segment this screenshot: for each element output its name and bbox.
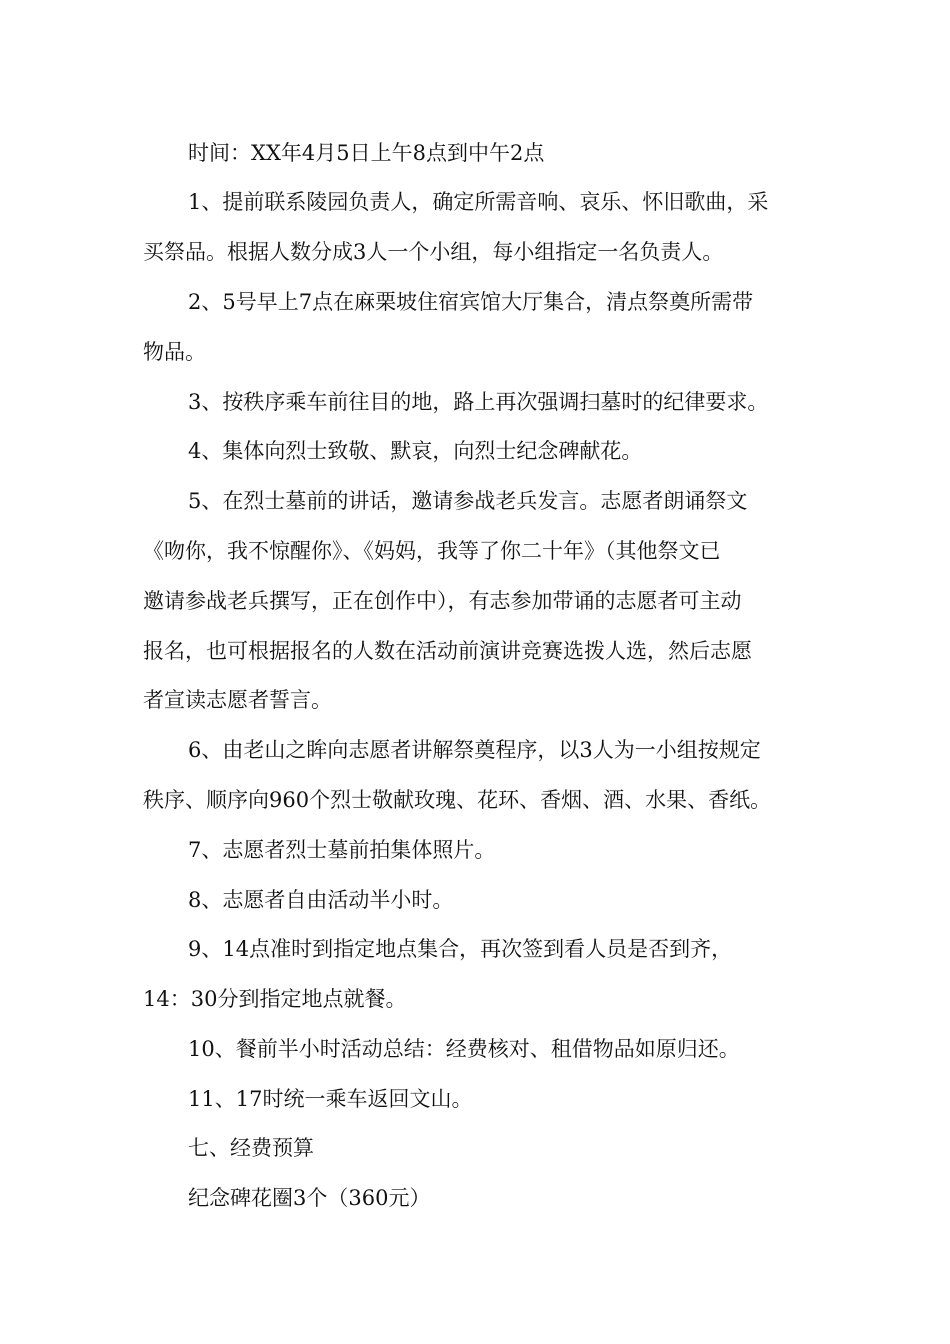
- item-6-line-1: 6、由老山之眸向志愿者讲解祭奠程序，以3人为一小组按规定: [188, 738, 761, 762]
- budget-item: 纪念碑花圈3个（360元）: [188, 1186, 431, 1210]
- item-3-line: 3、按秩序乘车前往目的地，路上再次强调扫墓时的纪律要求。: [188, 390, 769, 414]
- section-heading: 七、经费预算: [188, 1136, 314, 1160]
- item-5-line-4: 报名，也可根据报名的人数在活动前演讲竞赛选拨人选，然后志愿: [143, 639, 752, 663]
- item-7-line: 7、志愿者烈士墓前拍集体照片。: [188, 838, 496, 862]
- item-8-line: 8、志愿者自由活动半小时。: [188, 888, 454, 912]
- item-2-line-1: 2、5号早上7点在麻栗坡住宿宾馆大厅集合，清点祭奠所需带: [188, 290, 754, 314]
- item-5-line-5: 者宣读志愿者誓言。: [143, 688, 332, 712]
- time-line: 时间：XX年4月5日上午8点到中午2点: [188, 141, 545, 165]
- item-10-line: 10、餐前半小时活动总结：经费核对、租借物品如原归还。: [188, 1037, 740, 1061]
- item-4-line: 4、集体向烈士致敬、默哀，向烈士纪念碑献花。: [188, 439, 643, 463]
- item-9-line-1: 9、14点准时到指定地点集合，再次签到看人员是否到齐，: [188, 937, 733, 961]
- item-9-line-2: 14：30分到指定地点就餐。: [143, 987, 407, 1011]
- item-5-line-1: 5、在烈士墓前的讲话，邀请参战老兵发言。志愿者朗诵祭文: [188, 489, 748, 513]
- item-1-line-2: 买祭品。根据人数分成3人一个小组，每小组指定一名负责人。: [143, 240, 724, 264]
- item-1-line-1: 1、提前联系陵园负责人，确定所需音响、哀乐、怀旧歌曲，采: [188, 190, 769, 214]
- item-5-line-3: 邀请参战老兵撰写，正在创作中），有志参加带诵的志愿者可主动: [143, 589, 742, 613]
- item-2-line-2: 物品。: [143, 340, 206, 364]
- item-11-line: 11、17时统一乘车返回文山。: [188, 1087, 473, 1111]
- item-5-line-2: 《吻你，我不惊醒你》、《妈妈，我等了你二十年》（其他祭文已: [143, 539, 721, 563]
- item-6-line-2: 秩序、顺序向960个烈士敬献玫瑰、花环、香烟、酒、水果、香纸。: [143, 788, 772, 812]
